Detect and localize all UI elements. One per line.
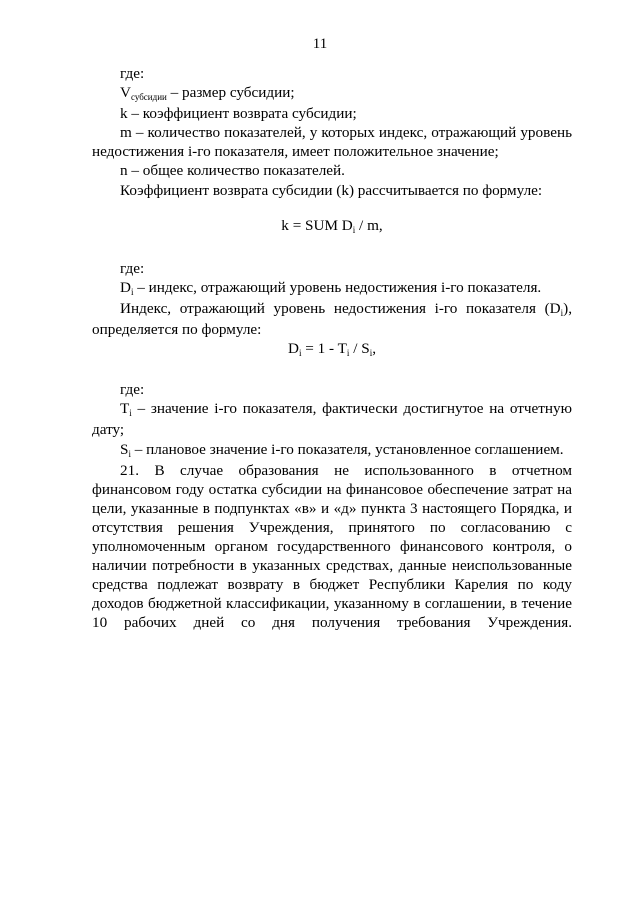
k-formula: k = SUM Di / m,: [281, 216, 383, 235]
paragraph-21-line-3: цели, указанные в подпунктах «в» и «д» пункта 3 настоящего Порядка, и: [92, 499, 572, 517]
paragraph-21-line-6: наличии потребности в указанных средствах, данные неиспользованные: [92, 557, 572, 575]
paragraph-21-line-1: 21. В случае образования не использованного в отчетном: [120, 461, 572, 479]
where-label: где:: [120, 65, 145, 82]
t-definition-line-1: Ti – значение i-го показателя, фактически достигнутое на отчетную: [120, 400, 572, 419]
paragraph-21-line-2: финансовом году остатка субсидии на финансовое обеспечение затрат на: [92, 480, 572, 498]
d-definition: Di – индекс, отражающий уровень недостижения i-го показателя.: [120, 278, 542, 297]
paragraph-21-line-7: средства подлежат возврату в бюджет Республики Карелия по коду: [92, 576, 572, 594]
paragraph-21-line-5: уполномоченным органом государственного финансового контроля, о: [92, 537, 572, 555]
k-definition: k – коэффициент возврата субсидии;: [120, 105, 357, 123]
t-definition-line-2: дату;: [92, 421, 125, 439]
k-formula-intro: Коэффициент возврата субсидии (k) рассчитывается по формуле:: [120, 181, 543, 199]
s-definition: Si – плановое значение i-го показателя, установленное соглашением.: [120, 440, 564, 459]
d-formula-intro-line-1: Индекс, отражающий уровень недостижения i-го показателя (Di),: [120, 299, 572, 318]
paragraph-21-line-9: 10 рабочих дней со дня получения требования Учреждения.: [92, 614, 572, 632]
where-label: где:: [120, 381, 145, 399]
d-formula: Di = 1 - Ti / Si,: [288, 340, 376, 359]
m-definition-line-2: недостижения i-го показателя, имеет положительное значение;: [92, 143, 499, 161]
where-label: где:: [120, 259, 145, 277]
formula-legend-block-1: [92, 64, 572, 632]
paragraph-21-line-8: доходов бюджетной классификации, указанному в соглашении, в течение: [92, 595, 572, 613]
page-number: 11: [312, 36, 328, 52]
paragraph-21-line-4: отсутствия решения Учреждения, принятого по согласованию с: [92, 518, 572, 536]
m-definition-line-1: m – количество показателей, у которых индекс, отражающий уровень: [120, 124, 572, 142]
v-definition: Vсубсидии – размер субсидии;: [120, 84, 295, 103]
n-definition: n – общее количество показателей.: [120, 162, 345, 180]
d-formula-intro-line-2: определяется по формуле:: [92, 321, 262, 339]
